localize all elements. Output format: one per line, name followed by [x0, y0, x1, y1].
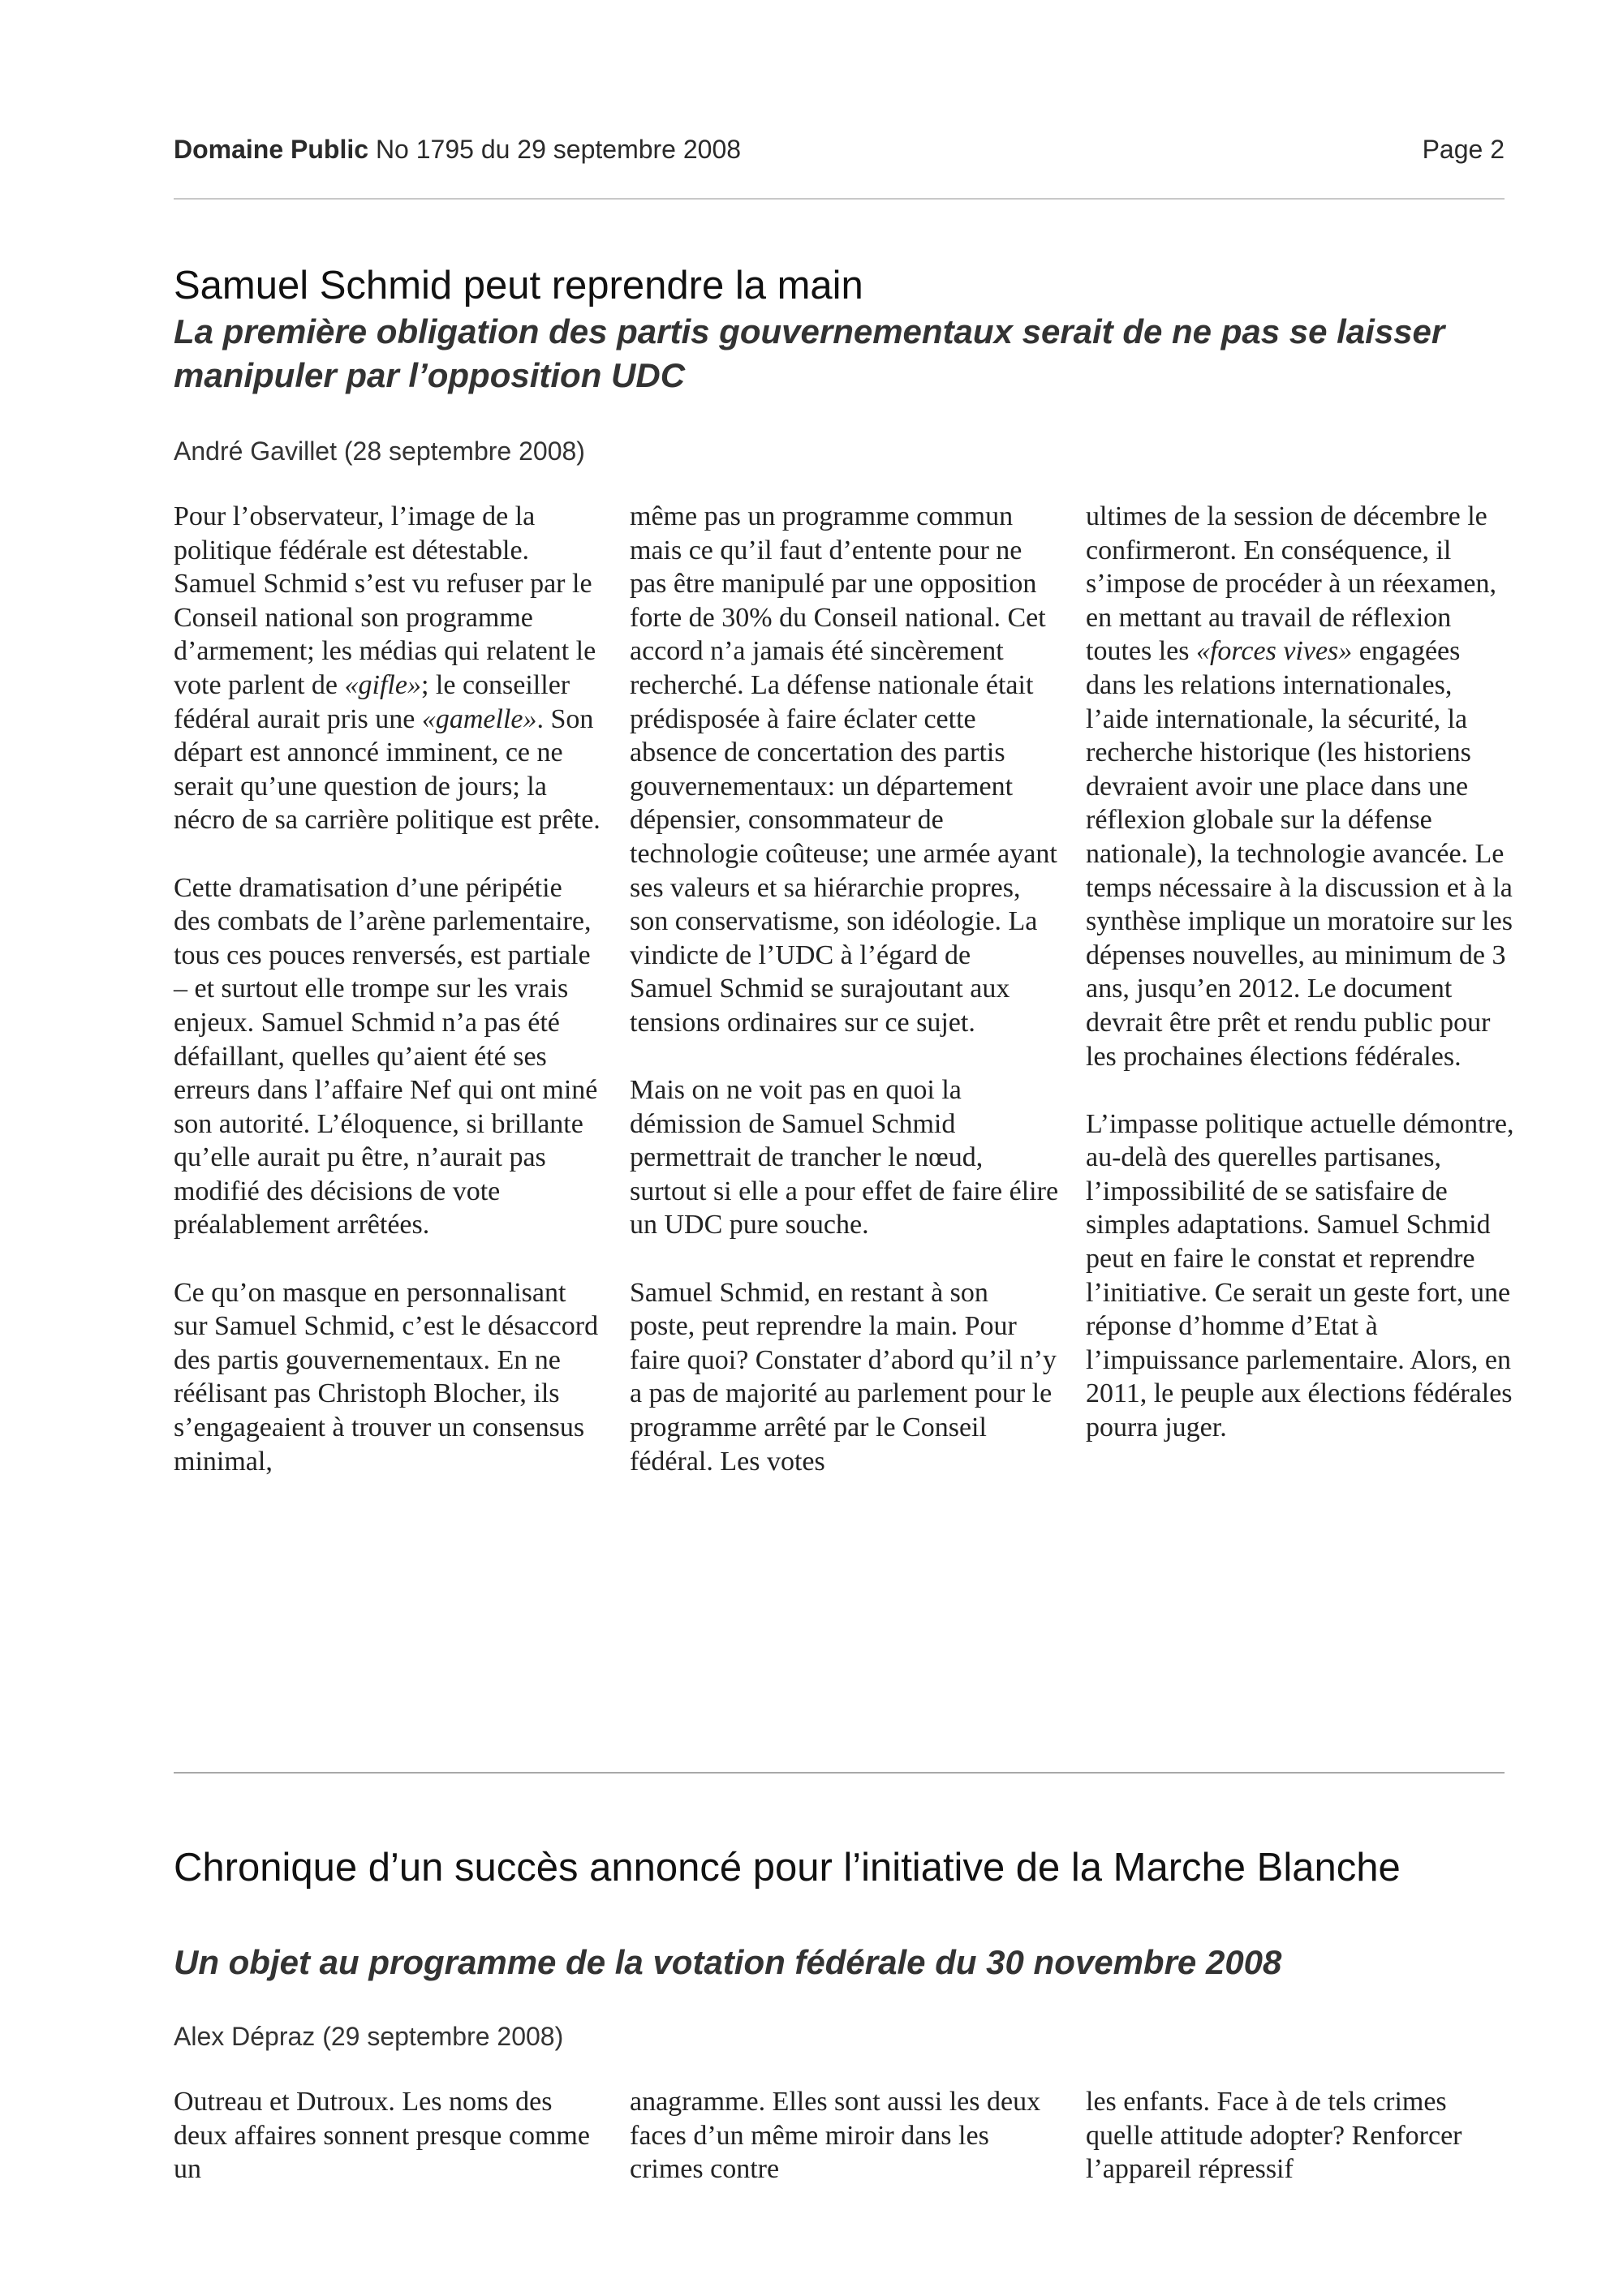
article-1-byline: André Gavillet (28 septembre 2008) — [174, 436, 585, 466]
article-1-column-2 — [630, 500, 1060, 1478]
paragraph: Mais on ne voit pas en quoi la démission de Samuel Schmid permettrait de trancher le nœud, surtout si elle a pour effet de faire élire un UDC pure souche. — [630, 1075, 1059, 1240]
article-2-subtitle: Un objet au programme de la votation fédérale du 30 novembre 2008 — [174, 1943, 1282, 1981]
article-1-title: Samuel Schmid peut reprendre la main — [174, 264, 863, 307]
article-1-column-3 — [1086, 500, 1516, 1445]
article-1-body — [174, 500, 1514, 1741]
publication-name: Domaine Public — [174, 135, 369, 164]
page-header — [174, 135, 1505, 170]
article-2-column-1 — [174, 2085, 604, 2186]
article-2-column-3 — [1086, 2085, 1516, 2186]
article-2-column-2 — [630, 2085, 1060, 2186]
paragraph: même pas un programme commun mais ce qu’il faut d’entente pour ne pas être manipulé par une opposition forte de 30% du Conseil national. Cet accord n’a jamais été sincèrement recherché. La défense nationale était prédisposée à faire éclater cette absence de concertation des partis gouvernementaux: un département dépensier, consommateur de technologie coûteuse; une armée ayant ses valeurs et sa hiérarchie propres, son conservatisme, son idéologie. La vindicte de l’UDC à l’égard de Samuel Schmid se surajoutant aux tensions ordinaires sur ce sujet. — [630, 501, 1057, 1038]
paragraph: ultimes de la session de décembre le confirmeront. En conséquence, il s’impose de procéder à un réexamen, en mettant au travail de réflexion toutes les «forces vives» engagées dans les relations internationales, l’aide internationale, la sécurité, la recherche historique (les historiens devraient avoir une place dans une réflexion globale sur la défense nationale), la technologie avancée. Le temps nécessaire à la discussion et à la synthèse implique un moratoire sur les dépenses nouvelles, au minimum de 3 ans, jusqu’en 2012. Le document devrait être prêt et rendu public pour les prochaines élections fédérales. — [1086, 501, 1513, 1072]
quoted-term: «gamelle» — [421, 703, 537, 734]
article-2-title: Chronique d’un succès annoncé pour l’initiative de la Marche Blanche — [174, 1846, 1401, 1890]
paragraph: Pour l’observateur, l’image de la politique fédérale est détestable. Samuel Schmid s’est vu refuser par le Conseil national son programme d’armement; les médias qui relatent le vote parlent de «gifle»; le conseiller fédéral aurait pris une «gamelle». Son départ est annoncé imminent, ce ne serait qu’une question de jours; la nécro de sa carrière politique est prête. — [174, 501, 601, 836]
article-1-subtitle: La première obligation des partis gouvernementaux serait de ne pas se laisser manipuler par l’opposition UDC — [174, 312, 1445, 394]
article-divider — [174, 1772, 1505, 1774]
paragraph: anagramme. Elles sont aussi les deux faces d’un même miroir dans les crimes contre — [630, 2087, 1041, 2185]
paragraph: Samuel Schmid, en restant à son poste, peut reprendre la main. Pour faire quoi? Constater d’abord qu’il n’y a pas de majorité au parlement pour le programme arrêté par le Conseil fédéral. Les votes — [630, 1277, 1057, 1477]
paragraph: Outreau et Dutroux. Les noms des deux affaires sonnent presque comme un — [174, 2087, 590, 2185]
document-page — [174, 0, 1514, 2296]
paragraph: L’impasse politique actuelle démontre, au-delà des querelles partisanes, l’impossibilité de se satisfaire de simples adaptations. Samuel Schmid peut en faire le constat et reprendre l’initiative. Ce serait un geste fort, une réponse d’homme d’Etat à l’impuissance parlementaire. Alors, en 2011, le peuple aux élections fédérales pourra juger. — [1086, 1108, 1514, 1443]
article-2-body — [174, 2085, 1505, 2215]
article-2-byline: Alex Dépraz (29 septembre 2008) — [174, 2022, 564, 2051]
paragraph: Ce qu’on masque en personnalisant sur Samuel Schmid, c’est le désaccord des partis gouvernementaux. En ne réélisant pas Christoph Blocher, ils s’engageaient à trouver un consensus minimal, — [174, 1277, 599, 1477]
issue-info: No 1795 du 29 septembre 2008 — [375, 135, 742, 164]
paragraph: Cette dramatisation d’une péripétie des combats de l’arène parlementaire, tous ces pouces renversés, est partiale – et surtout elle trompe sur les vrais enjeux. Samuel Schmid n’a pas été défaillant, quelles qu’aient été ses erreurs dans l’affaire Nef qui ont miné son autorité. L’éloquence, si brillante qu’elle aurait pu être, n’aurait pas modifié des décisions de vote préalablement arrêtées. — [174, 872, 598, 1240]
quoted-term: «forces vives» — [1195, 636, 1353, 667]
paragraph: les enfants. Face à de tels crimes quelle attitude adopter? Renforcer l’appareil répressif — [1086, 2087, 1462, 2185]
quoted-term: «gifle» — [344, 669, 421, 700]
article-1-column-1 — [174, 500, 604, 1478]
header-divider — [174, 198, 1505, 200]
page-number: Page 2 — [1422, 135, 1505, 164]
